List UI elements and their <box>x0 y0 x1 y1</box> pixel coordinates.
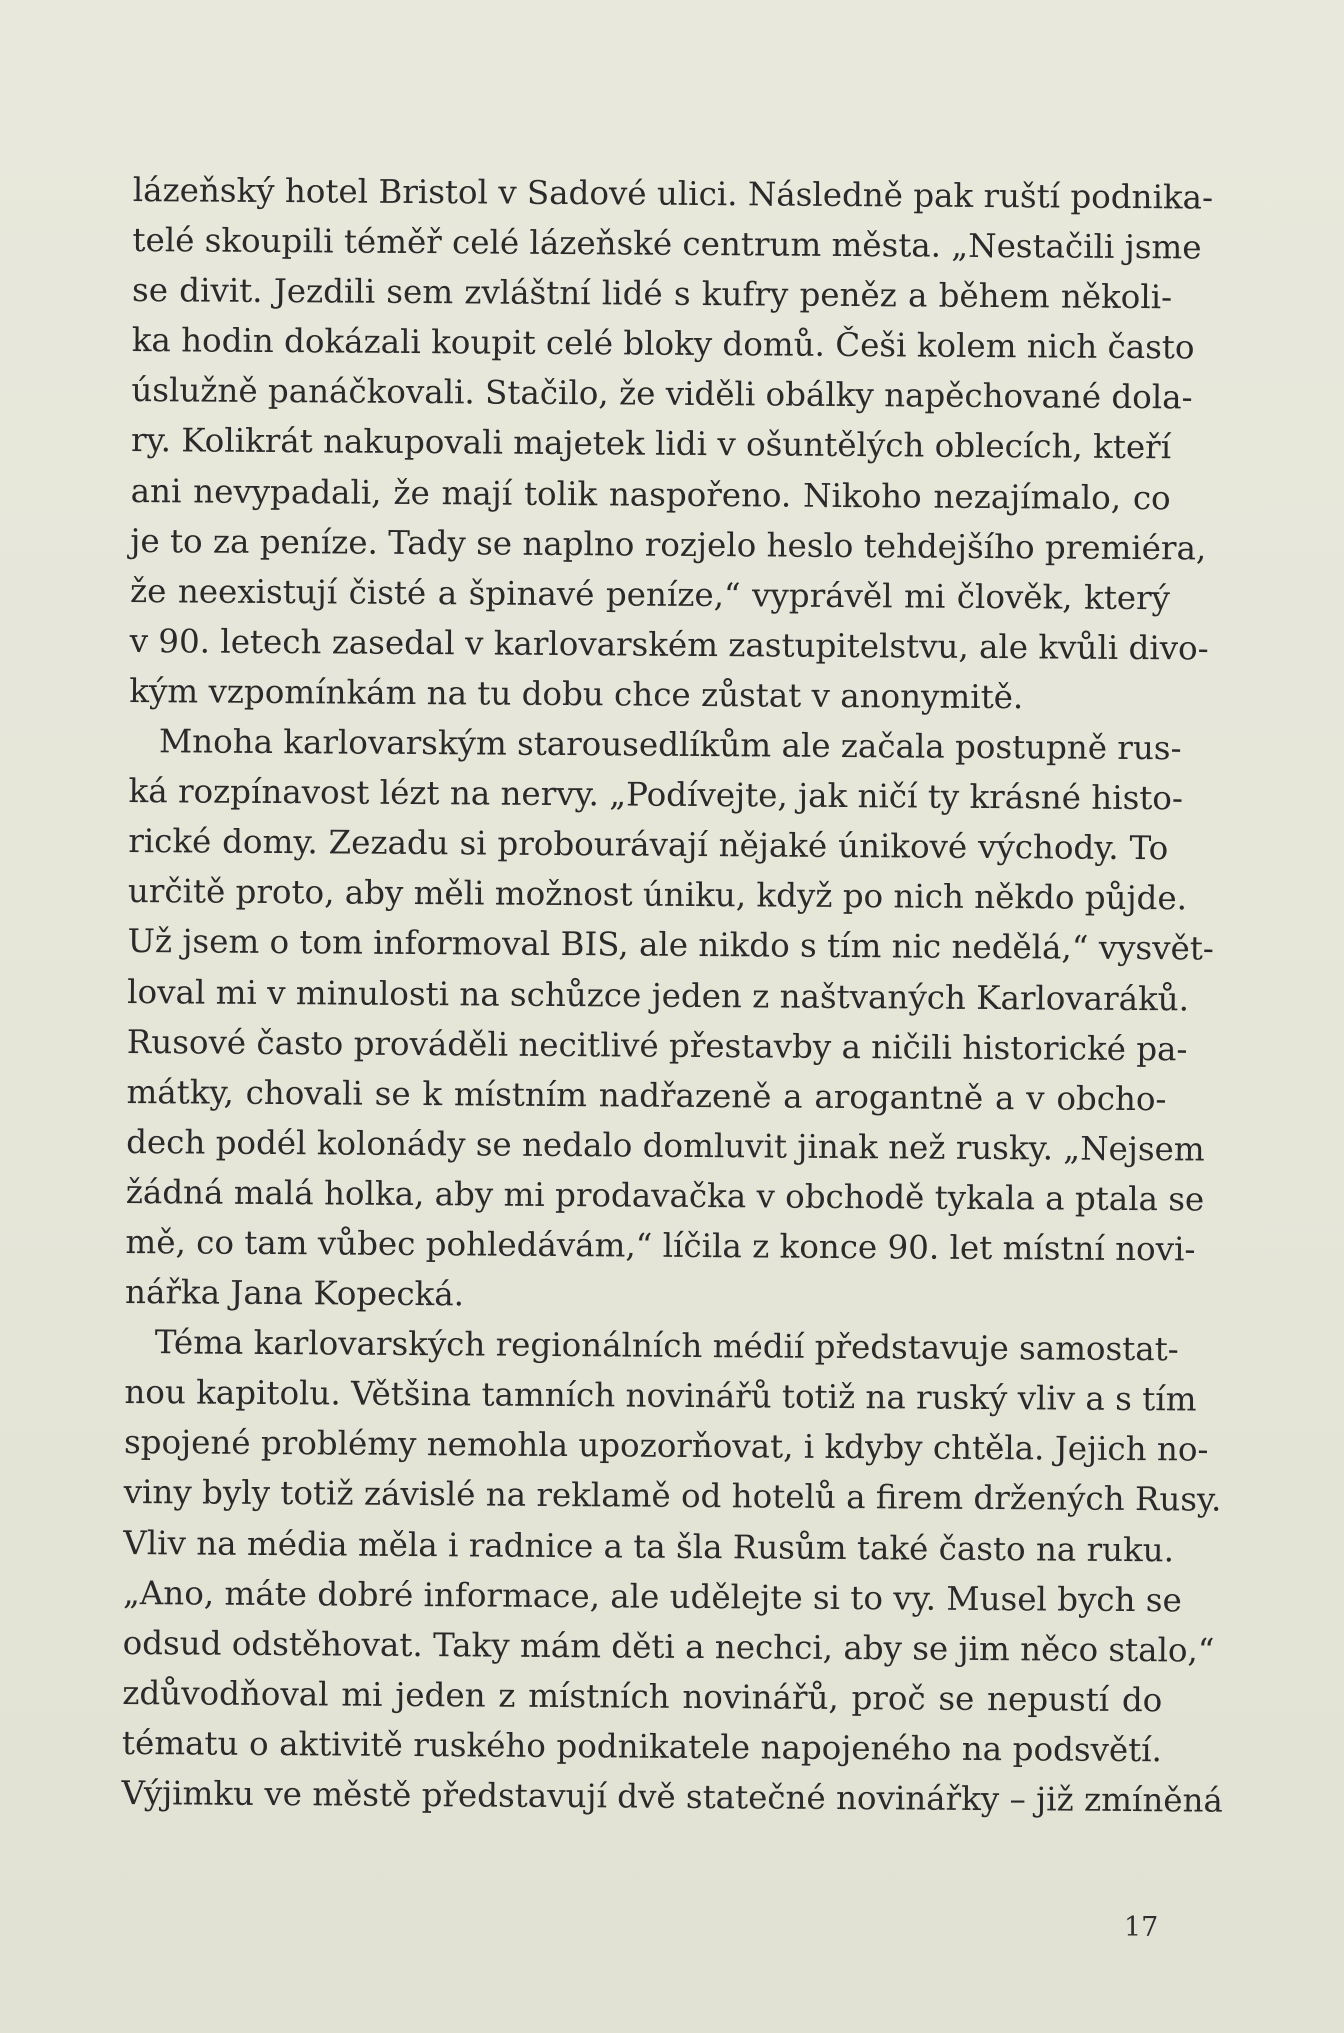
text-line: ká rozpínavost lézt na nervy. „Podívejte, jak ničí ty krásné histo- <box>128 772 1184 818</box>
text-line: Rusové často prováděli necitlivé přestavby a ničili historické pa- <box>126 1022 1188 1068</box>
text-line: mě, co tam vůbec pohledávám,“ líčila z konce 90. let místní novi- <box>125 1222 1196 1269</box>
text-line: se divit. Jezdili sem zvláštní lidé s kufry peněz a během několi- <box>131 271 1173 317</box>
body-text <box>121 165 1224 1825</box>
text-line: nou kapitolu. Většina tamních novinářů totiž na ruský vliv a s tím <box>124 1373 1197 1419</box>
text-line: zdůvodňoval mi jeden z místních novinářů, proč se nepustí do <box>122 1673 1163 1720</box>
text-line: rické domy. Zezadu si probourávají nějaké únikové východy. To <box>128 822 1169 868</box>
text-line: je to za peníze. Tady se naplno rozjelo heslo tehdejšího premiéra, <box>130 521 1207 568</box>
page-number: 17 <box>1124 1912 1159 1943</box>
text-line: „Ano, máte dobré informace, ale udělejte si to vy. Musel bych se <box>122 1573 1182 1619</box>
text-line: viny byly totiž závislé na reklamě od hotelů a firem držených Rusy. <box>123 1473 1222 1520</box>
text-line: kým vzpomínkám na tu dobu chce zůstat v anonymitě. <box>129 671 1024 717</box>
text-line: ry. Kolikrát nakupovali majetek lidi v ošuntělých oblecích, kteří <box>130 421 1172 467</box>
text-line: dech podél kolonády se nedalo domluvit jinak než rusky. „Nejsem <box>126 1122 1205 1169</box>
text-line: ka hodin dokázali koupit celé bloky domů. Češi kolem nich často <box>131 321 1195 367</box>
text-line: v 90. letech zasedal v karlovarském zastupitelstvu, ale kvůli divo- <box>129 621 1209 668</box>
text-line: že neexistují čisté a špinavé peníze,“ vyprávěl mi člověk, který <box>129 571 1171 617</box>
text-line: žádná malá holka, aby mi prodavačka v obchodě tykala a ptala se <box>125 1172 1205 1219</box>
text-line: Už jsem o tom informoval BIS, ale nikdo s tím nic nedělá,“ vysvět- <box>127 922 1214 968</box>
text-line: Téma karlovarských regionálních médií představuje samostat- <box>154 1323 1179 1369</box>
text-line: Výjimku ve městě představují dvě statečné novinářky – již zmíněná <box>121 1773 1224 1820</box>
text-line: tématu o aktivitě ruského podnikatele napojeného na podsvětí. <box>121 1723 1163 1770</box>
text-line: úslužně panáčkovali. Stačilo, že viděli obálky napěchované dola- <box>131 371 1193 417</box>
text-line: určitě proto, aby měli možnost úniku, když po nich někdo půjde. <box>127 872 1188 918</box>
text-line: spojené problémy nemohla upozorňovat, i kdyby chtěla. Jejich no- <box>123 1423 1209 1469</box>
text-line: telé skoupili téměř celé lázeňské centrum města. „Nestačili jsme <box>132 221 1202 267</box>
text-line: Mnoha karlovarským starousedlíkům ale začala postupně rus- <box>158 722 1182 768</box>
text-line: Vliv na média měla i radnice a ta šla Rusům také často na ruku. <box>123 1523 1175 1569</box>
text-line: odsud odstěhovat. Taky mám děti a nechci, aby se jim něco stalo,“ <box>122 1623 1215 1670</box>
text-line: lázeňský hotel Bristol v Sadové ulici. Následně pak ruští podnika- <box>132 170 1214 217</box>
text-line: loval mi v minulosti na schůzce jeden z naštvaných Karlovaráků. <box>127 972 1190 1018</box>
text-line: mátky, chovali se k místním nadřazeně a arogantně a v obcho- <box>126 1072 1167 1118</box>
text-line: ani nevypadali, že mají tolik naspořeno. Nikoho nezajímalo, co <box>130 471 1171 517</box>
text-line: nářka Jana Kopecká. <box>124 1273 465 1314</box>
